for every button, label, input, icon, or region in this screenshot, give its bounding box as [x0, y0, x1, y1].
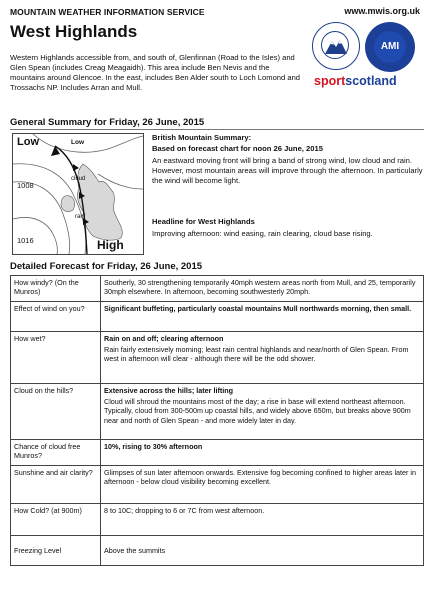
rain-label: rain	[75, 214, 86, 220]
answer-cell	[101, 440, 424, 466]
area-description: Western Highlands accessible from, and south of, Glenfinnan (Road to the Isles) and Glen Spean (includes Creag Meagaidh). This area include Ben Nevis and the mountains around Glencoe. In the east, includes Ben Alder south to Loch Lomond and Trossachs NP. Includes Arran and Mull.	[10, 53, 301, 92]
forecast-chart-basis: Based on forecast chart for noon 26 June, 2015	[152, 144, 323, 153]
answer-cell	[101, 466, 424, 504]
detailed-forecast-title: Detailed Forecast for Friday, 26 June, 2015	[10, 261, 203, 272]
table-row	[11, 466, 424, 504]
divider	[10, 129, 424, 130]
cloud-label: cloud	[71, 176, 86, 182]
service-name: MOUNTAIN WEATHER INFORMATION SERVICE	[10, 7, 205, 17]
answer-text: Rain fairly extensively morning; least rain central highlands and near/north of Glen Spean. From west in afternoon will clear - although there will be the odd shower.	[104, 345, 409, 364]
answer-text: 8 to 10C; dropping to 6 or 7C from west afternoon.	[104, 506, 265, 515]
answer-cell	[101, 536, 424, 566]
mountain-icon	[322, 32, 350, 60]
question-cell: Chance of cloud free Munros?	[11, 440, 101, 466]
answer-text: Glimpses of sun later afternoon onwards. Extensive fog becoming confined to higher areas later in afternoon - below cloud visibility becoming excellent.	[104, 468, 417, 487]
sportscotland-sport: sport	[314, 74, 346, 88]
table-row	[11, 276, 424, 302]
sportscotland-scotland: scotland	[345, 74, 397, 88]
page-title: West Highlands	[10, 22, 138, 41]
answer-text: Cloud will shroud the mountains most of the day; a rise in base will extend northeast afternoon. Typically, cloud from 300-500m up coastal hills, and widely above 650m, but breaks above 900m near and north of Glen Spean - and more widely later in day.	[104, 397, 411, 425]
header	[0, 0, 432, 112]
table-row	[11, 440, 424, 466]
british-summary-title: British Mountain Summary:	[152, 133, 252, 142]
answer-headline: Extensive across the hills; later lifting	[104, 386, 234, 395]
british-summary-text: An eastward moving front will bring a band of strong wind, low cloud and rain. However, most mountain areas will improve through the afternoon. In particularly the wind will become light.	[152, 156, 423, 185]
question-cell: How windy? (On the Munros)	[11, 276, 101, 302]
small-low-label: Low	[71, 139, 84, 146]
answer-cell	[101, 384, 424, 440]
detailed-forecast-table	[10, 275, 424, 566]
answer-headline: Rain on and off; clearing afternoon	[104, 334, 224, 343]
isobar-1016-label: 1016	[17, 236, 34, 245]
table-row	[11, 504, 424, 536]
question-cell: Cloud on the hills?	[11, 384, 101, 440]
high-pressure-label: High	[97, 238, 124, 252]
answer-headline: Significant buffeting, particularly coastal mountains Mull northwards morning, then small.	[104, 304, 412, 313]
table-row	[11, 384, 424, 440]
answer-headline: 10%, rising to 30% afternoon	[104, 442, 203, 451]
question-cell: Effect of wind on you?	[11, 302, 101, 332]
headline-title: Headline for West Highlands	[152, 217, 255, 226]
ami-logo-text: AMI	[374, 31, 406, 63]
mountaineering-council-logo-icon	[312, 22, 360, 70]
table-row	[11, 536, 424, 566]
answer-cell	[101, 504, 424, 536]
answer-text: Southerly, 30 strengthening temporarily 40mph western areas north from Mull, and 25, temporarily 30mph elsewhere. In afternoon, becoming southwesterly 20mph.	[104, 278, 416, 297]
question-cell: How Cold? (at 900m)	[11, 504, 101, 536]
pressure-chart	[12, 133, 144, 255]
answer-cell	[101, 276, 424, 302]
answer-cell	[101, 302, 424, 332]
isobar-1008-label: 1008	[17, 181, 34, 190]
question-cell: How wet?	[11, 332, 101, 384]
sportscotland-logo	[314, 74, 397, 88]
question-cell: Freezing Level	[11, 536, 101, 566]
low-pressure-label: Low	[17, 136, 39, 148]
question-cell: Sunshine and air clarity?	[11, 466, 101, 504]
ami-logo-icon	[365, 22, 415, 72]
summary-panel	[152, 133, 426, 239]
answer-text: Above the summits	[104, 546, 166, 555]
answer-cell	[101, 332, 424, 384]
table-row	[11, 332, 424, 384]
site-url-link[interactable]: www.mwis.org.uk	[344, 6, 420, 16]
general-summary-title: General Summary for Friday, 26 June, 2015	[10, 117, 205, 128]
table-row	[11, 302, 424, 332]
headline-text: Improving afternoon: wind easing, rain clearing, cloud base rising.	[152, 229, 373, 238]
